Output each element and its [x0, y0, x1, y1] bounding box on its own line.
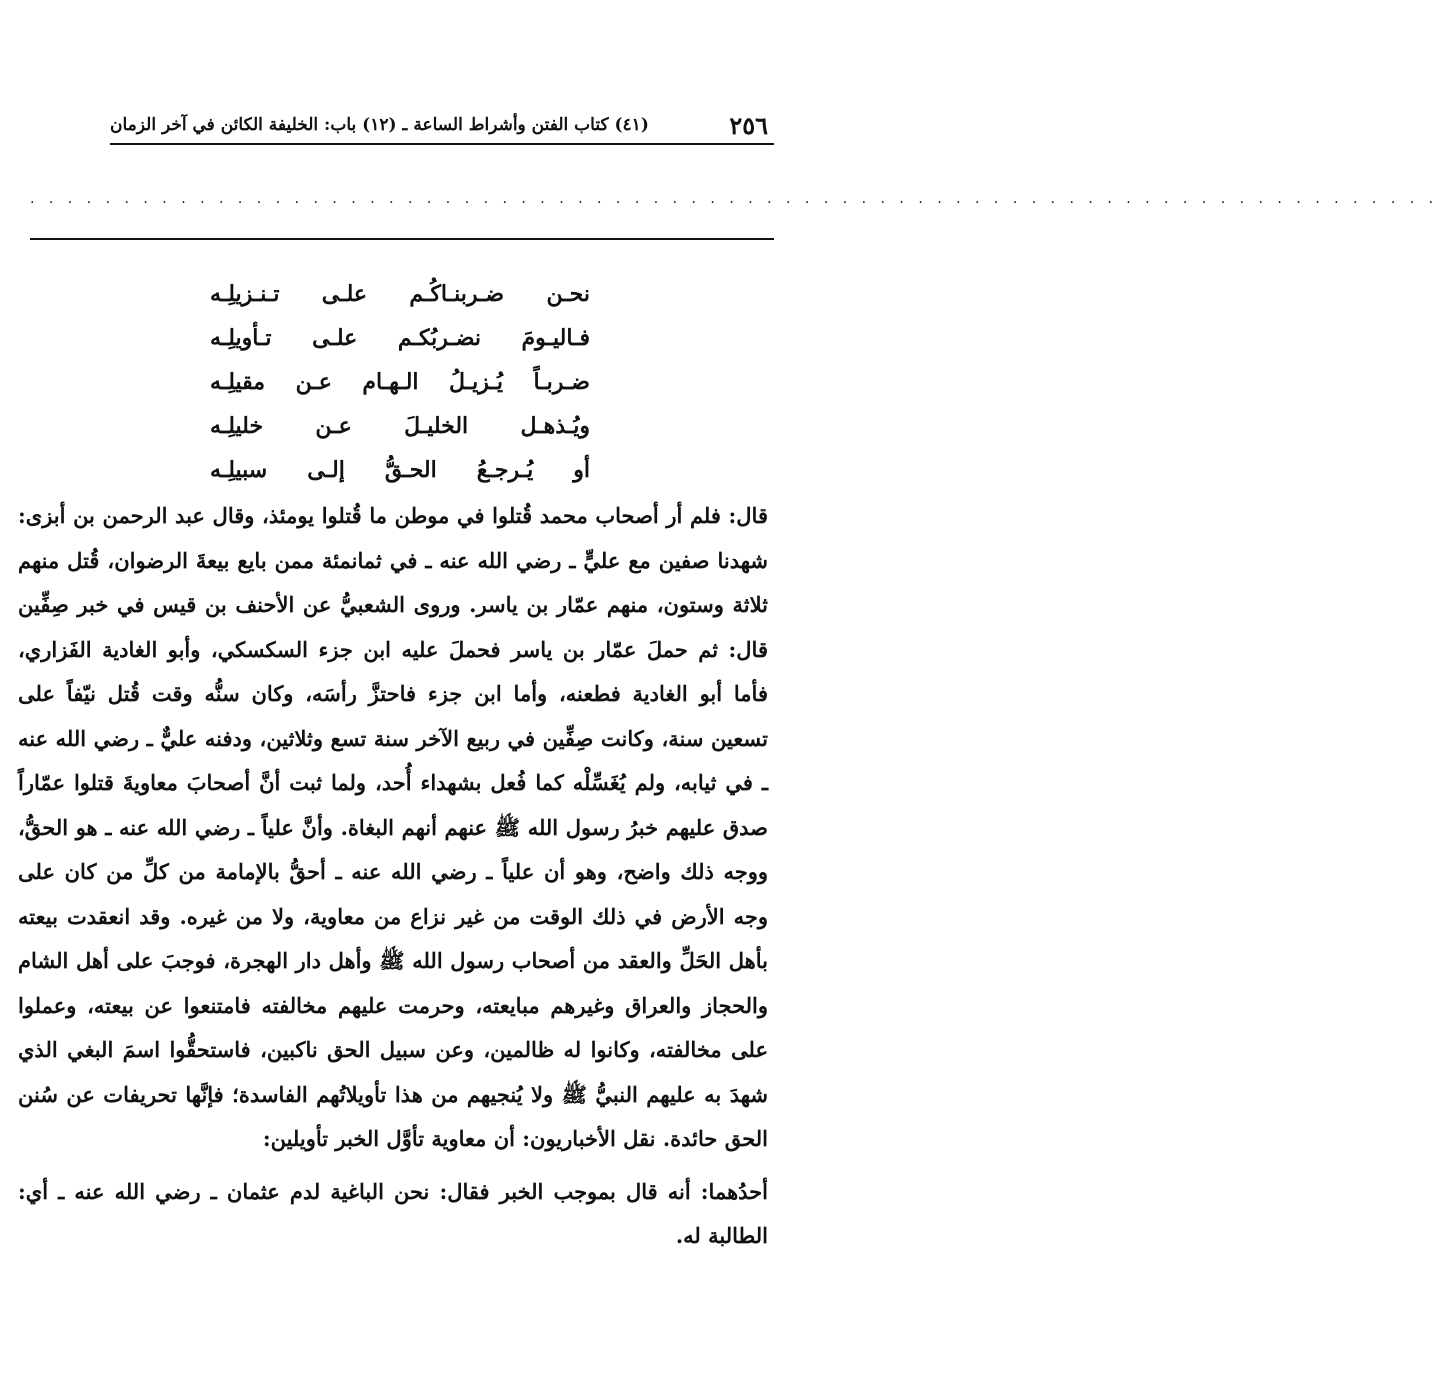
page-number: ٢٥٦: [729, 110, 768, 140]
poem-line: أو يُـرجـعُ الحـقُّ إلـى سبيلِـه: [210, 457, 590, 483]
section-rule: [30, 238, 774, 240]
poem-line: نحـن ضـربنـاكُـم علـى تـنـزيلِـه: [210, 281, 590, 307]
header-rule: [110, 143, 774, 145]
body-paragraph: أحدُهما: أنه قال بموجب الخبر فقال: نحن الباغية لدم عثمان ـ رضي الله عنه ـ أي: الطالبة له.: [18, 1178, 768, 1248]
body-text: [18, 494, 768, 1267]
dotted-separator: . . . . . . . . . . . . . . . . . . . . . . . . . . . . . . . . . . . . . . . . . . . . . . . . . . . . . . . . . . . . . . . . . . . . . . . . . . .: [30, 191, 1438, 207]
poem-line: فـاليـومَ نضـربُكـم علـى تـأويلِـه: [210, 325, 590, 351]
poem-line: ويُـذهـل الخليـلَ عـن خليلِـه: [210, 413, 590, 439]
body-paragraph: قال: فلم أر أصحاب محمد قُتلوا في موطن ما قُتلوا يومئذ، وقال عبد الرحمن بن أبزى: شهدنا صفين مع عليٍّ ـ رضي الله عنه ـ في ثمانمئة ممن بايع بيعةَ الرضوان، قُتل منهم ثلاثة وستون، منهم عمّار بن ياسر. وروى الشعبيُّ عن الأحنف بن قيس في خبر صِفِّين قال: ثم حملَ عمّار بن ياسر فحملَ عليه ابن جزء السكسكي، وأبو الغادية الفَزاري، فأما أبو الغادية فطعنه، وأما ابن جزء فاحتزَّ رأسَه، وكان سنُّه وقت قُتل نيّفاً على تسعين سنة، وكانت صِفِّين في ربيع الآخر سنة تسع وثلاثين، ودفنه عليٌّ ـ رضي الله عنه ـ في ثيابه، ولم يُغَسِّلْه كما فُعل بشهداء أُحد، ولما ثبت أنَّ أصحابَ معاويةَ قتلوا عمّاراً صدق عليهم خبرُ رسول الله ﷺ عنهم أنهم البغاة. وأنَّ علياً ـ رضي الله عنه ـ هو الحقُّ، ووجه ذلك واضح، وهو أن علياً ـ رضي الله عنه ـ أحقُّ بالإمامة من كلِّ من كان على وجه الأرض في ذلك الوقت من غير نزاع من معاوية، ولا من غيره. وقد انعقدت بيعته بأهل الحَلِّ والعقد من أصحاب رسول الله ﷺ وأهل دار الهجرة، فوجبَ على أهل الشام والحجاز والعراق وغيرهم مبايعته، وحرمت عليهم مخالفته فامتنعوا عن بيعته، وعملوا على مخالفته، وكانوا له ظالمين، وعن سبيل الحق ناكبين، فاستحقُّوا اسمَ البغي الذي شهدَ به عليهم النبيُّ ﷺ ولا يُنجيهم من هذا تأويلاتُهم الفاسدة؛ فإنَّها تحريفات عن سُنن الحق حائدة. نقل الأخباريون: أن معاوية تأوَّل الخبر تأويلين:: [18, 503, 768, 1151]
poem-line: ضـربـاً يُـزيـلُ الـهـام عـن مقيلِـه: [210, 369, 590, 395]
poem-verses: [210, 272, 590, 492]
running-title: (٤١) كتاب الفتن وأشراط الساعة ـ (١٢) باب: الخليفة الكائن في آخر الزمان: [110, 115, 649, 135]
page-header: [110, 108, 768, 142]
